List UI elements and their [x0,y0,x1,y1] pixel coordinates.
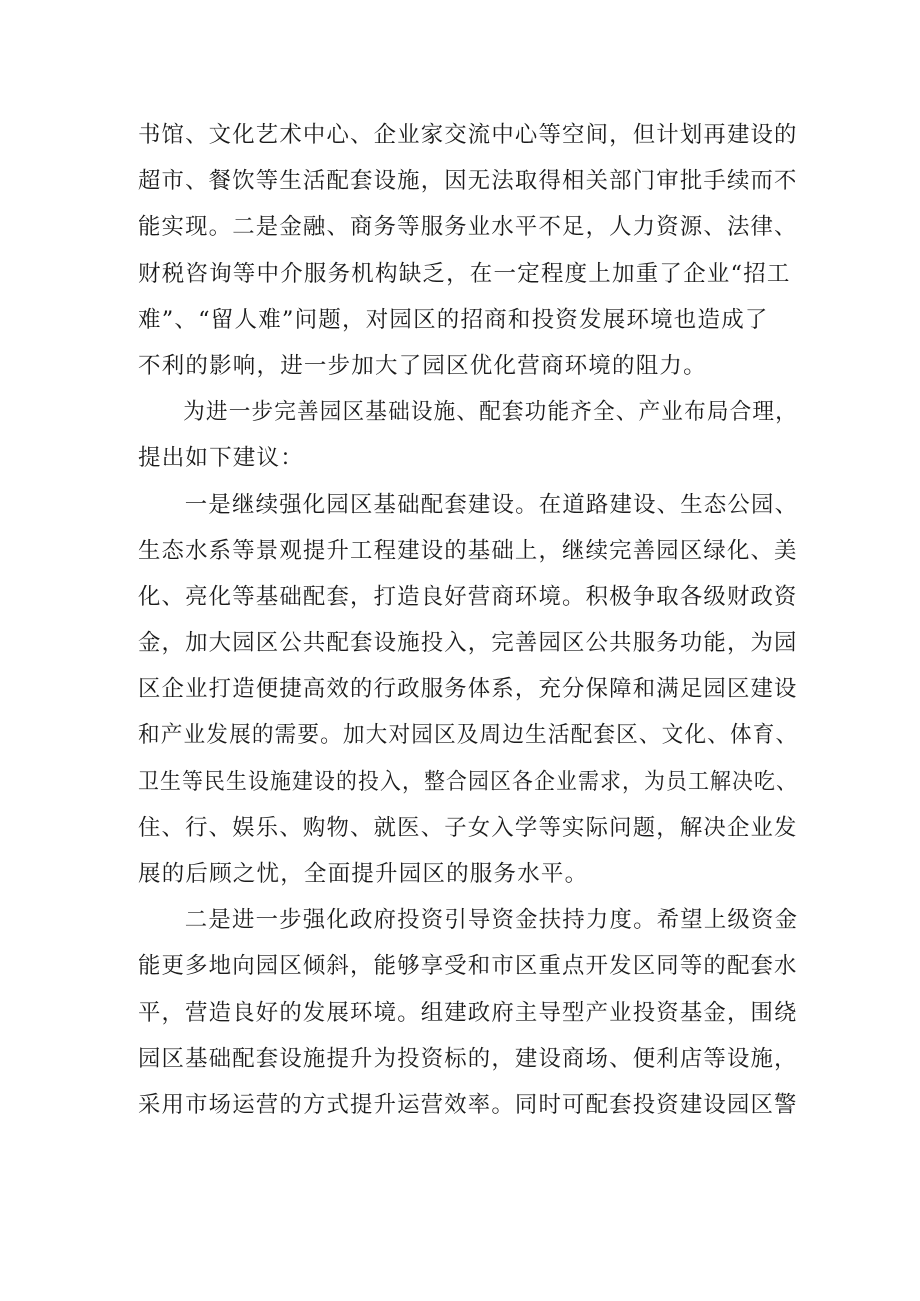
paragraph-first-line: 为进一步完善园区基础设施、配套功能齐全、产业布局合理， [183,399,798,426]
text-line: 金，加大园区公共配套设施投入，完善园区公共服务功能，为园 [138,630,798,657]
text-line: 能更多地向园区倾斜，能够享受和市区重点开发区同等的配套水 [138,953,798,980]
text-line: 展的后顾之忧，全面提升园区的服务水平。 [138,861,589,887]
text-line: 采用市场运营的方式提升运营效率。同时可配套投资建设园区警 [138,1091,798,1118]
text-line: 和产业发展的需要。加大对园区及周边生活配套区、文化、体育、 [138,722,799,749]
text-line: 区企业打造便捷高效的行政服务体系，充分保障和满足园区建设 [138,676,798,703]
text-line: 化、亮化等基础配套，打造良好营商环境。积极争取各级财政资 [138,583,798,610]
text-line: 提出如下建议： [138,445,304,472]
text-line: 难”、“留人难”问题，对园区的招商和投资发展环境也造成了 [138,306,769,333]
text-line: 能实现。二是金融、商务等服务业水平不足，人力资源、法律、 [138,214,798,241]
text-line: 书馆、文化艺术中心、企业家交流中心等空间，但计划再建设的 [138,122,798,148]
text-line: 卫生等民生设施建设的投入，整合园区各企业需求，为员工解决吃、 [138,768,799,795]
text-line: 不利的影响，进一步加大了园区优化营商环境的阻力。 [138,352,707,379]
text-line: 住、行、娱乐、购物、就医、子女入学等实际问题，解决企业发 [138,814,798,841]
text-line: 财税咨询等中介服务机构缺乏，在一定程度上加重了企业“招工 [138,260,791,287]
text-line: 超市、餐饮等生活配套设施，因无法取得相关部门审批手续而不 [138,168,798,195]
text-line: 平，营造良好的发展环境。组建政府主导型产业投资基金，围绕 [138,999,798,1026]
paragraph-first-line: 一是继续强化园区基础配套建设。在道路建设、生态公园、 [184,491,799,518]
text-line: 生态水系等景观提升工程建设的基础上，继续完善园区绿化、美 [138,537,798,564]
text-line: 园区基础配套设施提升为投资标的，建设商场、便利店等设施， [138,1045,798,1072]
paragraph-first-line: 二是进一步强化政府投资引导资金扶持力度。希望上级资金 [184,907,799,934]
document-body [138,112,798,1128]
